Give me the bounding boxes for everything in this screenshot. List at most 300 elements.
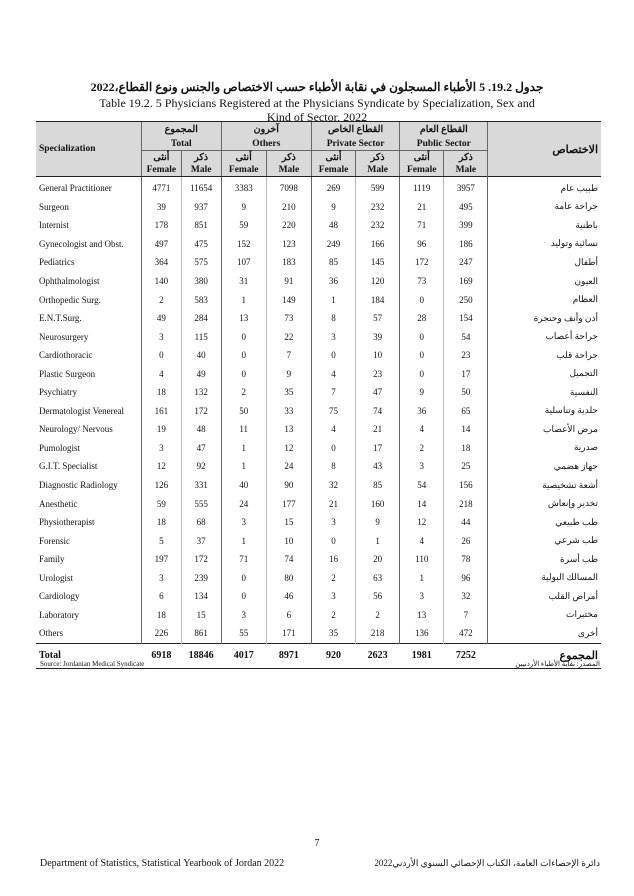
table-cell: 6 [141, 587, 181, 606]
table-cell: 937 [181, 198, 221, 217]
table-cell: 71 [221, 550, 266, 569]
table-cell: 46 [266, 587, 311, 606]
table-cell: 160 [356, 494, 400, 513]
table-row [36, 494, 601, 513]
table-cell: 284 [181, 309, 221, 328]
header-group-total-ar: المجموع [141, 122, 221, 138]
row-specialization-en: Plastic Surgeon [39, 368, 96, 379]
table-cell: 21 [356, 420, 400, 439]
table-cell: 497 [141, 235, 181, 254]
row-specialization-ar: أطفال [488, 253, 601, 272]
row-specialization-ar: جراحة قلب [488, 346, 601, 365]
table-cell: 48 [181, 420, 221, 439]
row-specialization-en: Others [39, 628, 63, 639]
table-cell: 472 [444, 624, 488, 643]
table-cell: 91 [266, 272, 311, 291]
table-cell: 134 [181, 587, 221, 606]
row-specialization-ar: أخرى [488, 624, 601, 643]
header-group-private-ar: القطاع الخاص [311, 122, 399, 138]
row-specialization-ar: مختبرات [488, 606, 601, 625]
table-cell: 110 [400, 550, 444, 569]
table-cell: 54 [400, 476, 444, 495]
table-cell: 0 [141, 346, 181, 365]
row-specialization-en: Pediatrics [39, 257, 75, 268]
table-cell: 10 [266, 531, 311, 550]
table-row [36, 216, 601, 235]
table-cell: 172 [400, 253, 444, 272]
header-female-en: Female [400, 164, 444, 177]
row-specialization-ar: أذن وأنف وحنجرة [488, 309, 601, 328]
row-specialization-ar: باطنية [488, 216, 601, 235]
table-cell: 20 [356, 550, 400, 569]
table-cell: 90 [266, 476, 311, 495]
row-specialization-en: Laboratory [39, 609, 79, 620]
table-cell: 35 [266, 383, 311, 402]
table-cell: 172 [181, 402, 221, 421]
table-cell: 555 [181, 494, 221, 513]
table-cell: 96 [444, 568, 488, 587]
header-male-ar: ذكر [444, 151, 488, 164]
footer-en: Department of Statistics, Statistical Yearbook of Jordan 2022 [40, 858, 285, 869]
table-cell: 4 [141, 364, 181, 383]
table-cell: 18 [444, 439, 488, 458]
table-cell: 7 [266, 346, 311, 365]
table-header [36, 122, 601, 177]
table-cell: 57 [356, 309, 400, 328]
table-cell: 239 [181, 568, 221, 587]
table-cell: 68 [181, 513, 221, 532]
header-male-ar: ذكر [356, 151, 400, 164]
total-cell: 1981 [400, 643, 444, 668]
table-cell: 73 [266, 309, 311, 328]
row-specialization-en: Neurosurgery [39, 331, 89, 342]
table-cell: 18 [141, 606, 181, 625]
table-cell: 50 [444, 383, 488, 402]
table-row [36, 364, 601, 383]
table-cell: 16 [311, 550, 355, 569]
total-label-en: Total [36, 643, 141, 668]
table-cell: 18 [141, 513, 181, 532]
table-cell: 399 [444, 216, 488, 235]
row-specialization-en: Physiotherapist [39, 517, 95, 528]
table-cell: 18 [141, 383, 181, 402]
table-cell: 140 [141, 272, 181, 291]
table-cell: 3 [141, 327, 181, 346]
table-cell: 861 [181, 624, 221, 643]
table-row [36, 606, 601, 625]
row-specialization-ar: مرض الأعصاب [488, 420, 601, 439]
table-cell: 74 [356, 402, 400, 421]
table-cell: 39 [141, 198, 181, 217]
row-specialization-en: Diagnostic Radiology [39, 480, 118, 491]
table-cell: 247 [444, 253, 488, 272]
table-cell: 33 [266, 402, 311, 421]
table-row [36, 568, 601, 587]
row-specialization-en: Cardiothoracic [39, 350, 93, 361]
row-specialization-ar: جلدية وتناسلية [488, 402, 601, 421]
table-cell: 1 [221, 290, 266, 309]
table-cell: 178 [141, 216, 181, 235]
table-row [36, 272, 601, 291]
table-cell: 172 [181, 550, 221, 569]
table-cell: 85 [311, 253, 355, 272]
table-cell: 152 [221, 235, 266, 254]
row-specialization-ar: طبيب عام [488, 177, 601, 198]
table-cell: 15 [181, 606, 221, 625]
table-cell: 21 [400, 198, 444, 217]
row-specialization-en: Dermatologist Venereal [39, 405, 125, 416]
table-cell: 380 [181, 272, 221, 291]
header-female-ar: أنثى [221, 151, 266, 164]
table-cell: 39 [356, 327, 400, 346]
table-cell: 1 [221, 439, 266, 458]
table-row [36, 624, 601, 643]
table-cell: 32 [444, 587, 488, 606]
table-row [36, 383, 601, 402]
row-specialization-ar: طب شرعي [488, 531, 601, 550]
table-cell: 47 [356, 383, 400, 402]
table-cell: 169 [444, 272, 488, 291]
table-row [36, 327, 601, 346]
table-cell: 7098 [266, 177, 311, 198]
table-cell: 50 [221, 402, 266, 421]
table-cell: 0 [311, 531, 355, 550]
table-cell: 9 [311, 198, 355, 217]
table-cell: 5 [141, 531, 181, 550]
table-row [36, 177, 601, 198]
table-row [36, 476, 601, 495]
table-row [36, 198, 601, 217]
table-cell: 2 [221, 383, 266, 402]
table-title-english-line2: Kind of Sector, 2022 [266, 110, 368, 124]
table-cell: 17 [356, 439, 400, 458]
row-specialization-en: Gynecologist and Obst. [39, 238, 124, 249]
table-cell: 14 [400, 494, 444, 513]
table-body [36, 177, 601, 644]
table-cell: 7 [311, 383, 355, 402]
table-row [36, 235, 601, 254]
table-cell: 210 [266, 198, 311, 217]
table-cell: 107 [221, 253, 266, 272]
table-cell: 36 [311, 272, 355, 291]
header-group-private-en: Private Sector [311, 138, 399, 151]
table-cell: 364 [141, 253, 181, 272]
row-specialization-en: General Practitioner [39, 183, 112, 194]
table-cell: 232 [356, 198, 400, 217]
table-cell: 85 [356, 476, 400, 495]
table-cell: 0 [400, 290, 444, 309]
header-female-en: Female [311, 164, 355, 177]
table-cell: 4771 [141, 177, 181, 198]
row-specialization-ar: جراحة عامة [488, 198, 601, 217]
table-cell: 3 [141, 568, 181, 587]
table-row [36, 457, 601, 476]
table-cell: 1 [400, 568, 444, 587]
table-cell: 126 [141, 476, 181, 495]
table-cell: 218 [356, 624, 400, 643]
table-cell: 1119 [400, 177, 444, 198]
row-specialization-ar: العيون [488, 272, 601, 291]
total-cell: 7252 [444, 643, 488, 668]
table-cell: 43 [356, 457, 400, 476]
table-cell: 3 [311, 513, 355, 532]
table-cell: 48 [311, 216, 355, 235]
table-cell: 136 [400, 624, 444, 643]
table-cell: 74 [266, 550, 311, 569]
row-specialization-en: G.I.T. Specialist [39, 461, 98, 472]
table-cell: 1 [356, 531, 400, 550]
table-cell: 269 [311, 177, 355, 198]
table-cell: 132 [181, 383, 221, 402]
table-cell: 3 [311, 327, 355, 346]
table-cell: 9 [221, 198, 266, 217]
table-cell: 4 [311, 420, 355, 439]
table-cell: 2 [356, 606, 400, 625]
table-cell: 3 [400, 587, 444, 606]
header-female-en: Female [141, 164, 181, 177]
table-cell: 3383 [221, 177, 266, 198]
table-row [36, 420, 601, 439]
row-specialization-ar: العظام [488, 290, 601, 309]
row-specialization-en: Orthopedic Surg. [39, 294, 101, 305]
footer-ar: دائرة الإحصاءات العامة، الكتاب الإحصائي السنوي الأردني2022 [374, 858, 600, 868]
row-specialization-ar: جراحة أعصاب [488, 327, 601, 346]
table-cell: 184 [356, 290, 400, 309]
table-cell: 9 [400, 383, 444, 402]
table-title-arabic: جدول 19.2. 5 الأطباء المسجلون في نقابة الأطباء حسب الاختصاص والجنس ونوع القطاع،2022 [90, 80, 544, 94]
table-title-english-line1: Table 19.2. 5 Physicians Registered at the Physicians Syndicate by Specialization, Sex and [99, 96, 535, 110]
table-cell: 92 [181, 457, 221, 476]
table-cell: 44 [444, 513, 488, 532]
physicians-table [36, 121, 601, 669]
table-cell: 1 [221, 531, 266, 550]
row-specialization-ar: طب أسرة [488, 550, 601, 569]
table-cell: 3 [141, 439, 181, 458]
table-cell: 1 [311, 290, 355, 309]
row-specialization-ar: تخدير وإنعاش [488, 494, 601, 513]
table-cell: 0 [311, 346, 355, 365]
table-cell: 154 [444, 309, 488, 328]
header-male-en: Male [444, 164, 488, 177]
row-specialization-en: Urologist [39, 572, 74, 583]
table-cell: 63 [356, 568, 400, 587]
table-row [36, 346, 601, 365]
header-group-total-en: Total [141, 138, 221, 151]
row-specialization-ar: التجميل [488, 364, 601, 383]
table-cell: 96 [400, 235, 444, 254]
table-cell: 49 [181, 364, 221, 383]
table-cell: 6 [266, 606, 311, 625]
table-cell: 2 [400, 439, 444, 458]
table-cell: 232 [356, 216, 400, 235]
table-cell: 40 [181, 346, 221, 365]
table-cell: 9 [266, 364, 311, 383]
table-cell: 23 [444, 346, 488, 365]
table-cell: 2 [311, 568, 355, 587]
row-specialization-ar: جهاز هضمي [488, 457, 601, 476]
table-cell: 13 [221, 309, 266, 328]
table-cell: 120 [356, 272, 400, 291]
table-cell: 55 [221, 624, 266, 643]
table-row [36, 550, 601, 569]
header-male-ar: ذكر [266, 151, 311, 164]
table-cell: 1 [221, 457, 266, 476]
table-cell: 3 [400, 457, 444, 476]
total-cell: 920 [311, 643, 355, 668]
row-specialization-ar: أشعة تشخيصية [488, 476, 601, 495]
table-cell: 32 [311, 476, 355, 495]
table-row [36, 309, 601, 328]
row-specialization-ar: صدرية [488, 439, 601, 458]
table-cell: 218 [444, 494, 488, 513]
table-cell: 3 [221, 513, 266, 532]
table-cell: 7 [444, 606, 488, 625]
table-cell: 71 [400, 216, 444, 235]
row-specialization-en: Neurology/ Nervous [39, 424, 113, 435]
table-cell: 12 [266, 439, 311, 458]
table-cell: 166 [356, 235, 400, 254]
source-note-ar: المصدر: نقابة الأطباء الأردنيين [515, 660, 600, 668]
table-cell: 156 [444, 476, 488, 495]
row-specialization-en: Psychiatry [39, 387, 77, 398]
row-specialization-en: Forensic [39, 535, 70, 546]
total-cell: 6918 [141, 643, 181, 668]
total-cell: 18846 [181, 643, 221, 668]
row-specialization-ar: طب طبيعي [488, 513, 601, 532]
table-cell: 4 [311, 364, 355, 383]
table-cell: 78 [444, 550, 488, 569]
table-row [36, 513, 601, 532]
row-specialization-ar: المسالك البولية [488, 568, 601, 587]
row-specialization-en: E.N.T.Surg. [39, 313, 82, 324]
table-cell: 145 [356, 253, 400, 272]
table-cell: 177 [266, 494, 311, 513]
table-cell: 171 [266, 624, 311, 643]
table-cell: 0 [400, 364, 444, 383]
table-cell: 3 [311, 587, 355, 606]
table-cell: 0 [221, 568, 266, 587]
table-cell: 28 [400, 309, 444, 328]
table-cell: 40 [221, 476, 266, 495]
table-cell: 495 [444, 198, 488, 217]
header-male-en: Male [266, 164, 311, 177]
table-cell: 2 [141, 290, 181, 309]
table-cell: 11654 [181, 177, 221, 198]
table-cell: 10 [356, 346, 400, 365]
table-cell: 11 [221, 420, 266, 439]
table-cell: 59 [221, 216, 266, 235]
table-cell: 24 [266, 457, 311, 476]
row-specialization-en: Ophthalmologist [39, 276, 100, 286]
header-male-ar: ذكر [181, 151, 221, 164]
table-cell: 0 [400, 327, 444, 346]
table-cell: 12 [400, 513, 444, 532]
table-cell: 186 [444, 235, 488, 254]
header-group-public-ar: القطاع العام [400, 122, 488, 138]
table-row [36, 531, 601, 550]
table-cell: 65 [444, 402, 488, 421]
table-cell: 183 [266, 253, 311, 272]
header-specialization-en: Specialization [36, 122, 141, 177]
table-cell: 0 [221, 346, 266, 365]
table-row [36, 290, 601, 309]
table-cell: 14 [444, 420, 488, 439]
table-cell: 0 [311, 439, 355, 458]
table-cell: 249 [311, 235, 355, 254]
table-row [36, 402, 601, 421]
table-cell: 19 [141, 420, 181, 439]
header-group-others-en: Others [221, 138, 311, 151]
table-cell: 4 [400, 420, 444, 439]
table-cell: 2 [311, 606, 355, 625]
table-cell: 59 [141, 494, 181, 513]
table-cell: 13 [266, 420, 311, 439]
header-group-public-en: Public Sector [400, 138, 488, 151]
table-row [36, 439, 601, 458]
table-cell: 250 [444, 290, 488, 309]
row-specialization-en: Pumologist [39, 442, 81, 453]
row-specialization-en: Internist [39, 220, 69, 231]
table-cell: 22 [266, 327, 311, 346]
header-specialization-ar: الاختصاص [488, 122, 601, 177]
table-cell: 54 [444, 327, 488, 346]
table-cell: 583 [181, 290, 221, 309]
table-cell: 75 [311, 402, 355, 421]
total-cell: 8971 [266, 643, 311, 668]
table-cell: 599 [356, 177, 400, 198]
total-cell: 4017 [221, 643, 266, 668]
total-cell: 2623 [356, 643, 400, 668]
row-specialization-en: Cardiology [39, 591, 80, 602]
table-cell: 13 [400, 606, 444, 625]
header-male-en: Male [356, 164, 400, 177]
row-specialization-ar: أمراض القلب [488, 587, 601, 606]
header-female-ar: أنثى [141, 151, 181, 164]
table-cell: 15 [266, 513, 311, 532]
table-cell: 37 [181, 531, 221, 550]
total-label-ar: المجموع [488, 643, 601, 668]
table-cell: 0 [221, 364, 266, 383]
table-cell: 80 [266, 568, 311, 587]
header-male-en: Male [181, 164, 221, 177]
table-row [36, 587, 601, 606]
header-female-en: Female [221, 164, 266, 177]
table-cell: 24 [221, 494, 266, 513]
table-cell: 851 [181, 216, 221, 235]
table-cell: 36 [400, 402, 444, 421]
source-note-en: Source: Jordanian Medical Syndicate [40, 660, 145, 668]
table-cell: 17 [444, 364, 488, 383]
table-cell: 3 [221, 606, 266, 625]
table-cell: 25 [444, 457, 488, 476]
table-cell: 331 [181, 476, 221, 495]
table-cell: 575 [181, 253, 221, 272]
table-cell: 123 [266, 235, 311, 254]
row-specialization-ar: نسائية وتوليد [488, 235, 601, 254]
row-specialization-ar: النفسية [488, 383, 601, 402]
table-cell: 31 [221, 272, 266, 291]
table-cell: 149 [266, 290, 311, 309]
table-cell: 226 [141, 624, 181, 643]
row-specialization-en: Anesthetic [39, 498, 78, 509]
table-cell: 3957 [444, 177, 488, 198]
row-specialization-en: Surgeon [39, 201, 69, 212]
table-cell: 0 [400, 346, 444, 365]
table-cell: 47 [181, 439, 221, 458]
row-specialization-en: Family [39, 554, 65, 565]
table-cell: 49 [141, 309, 181, 328]
table-cell: 26 [444, 531, 488, 550]
